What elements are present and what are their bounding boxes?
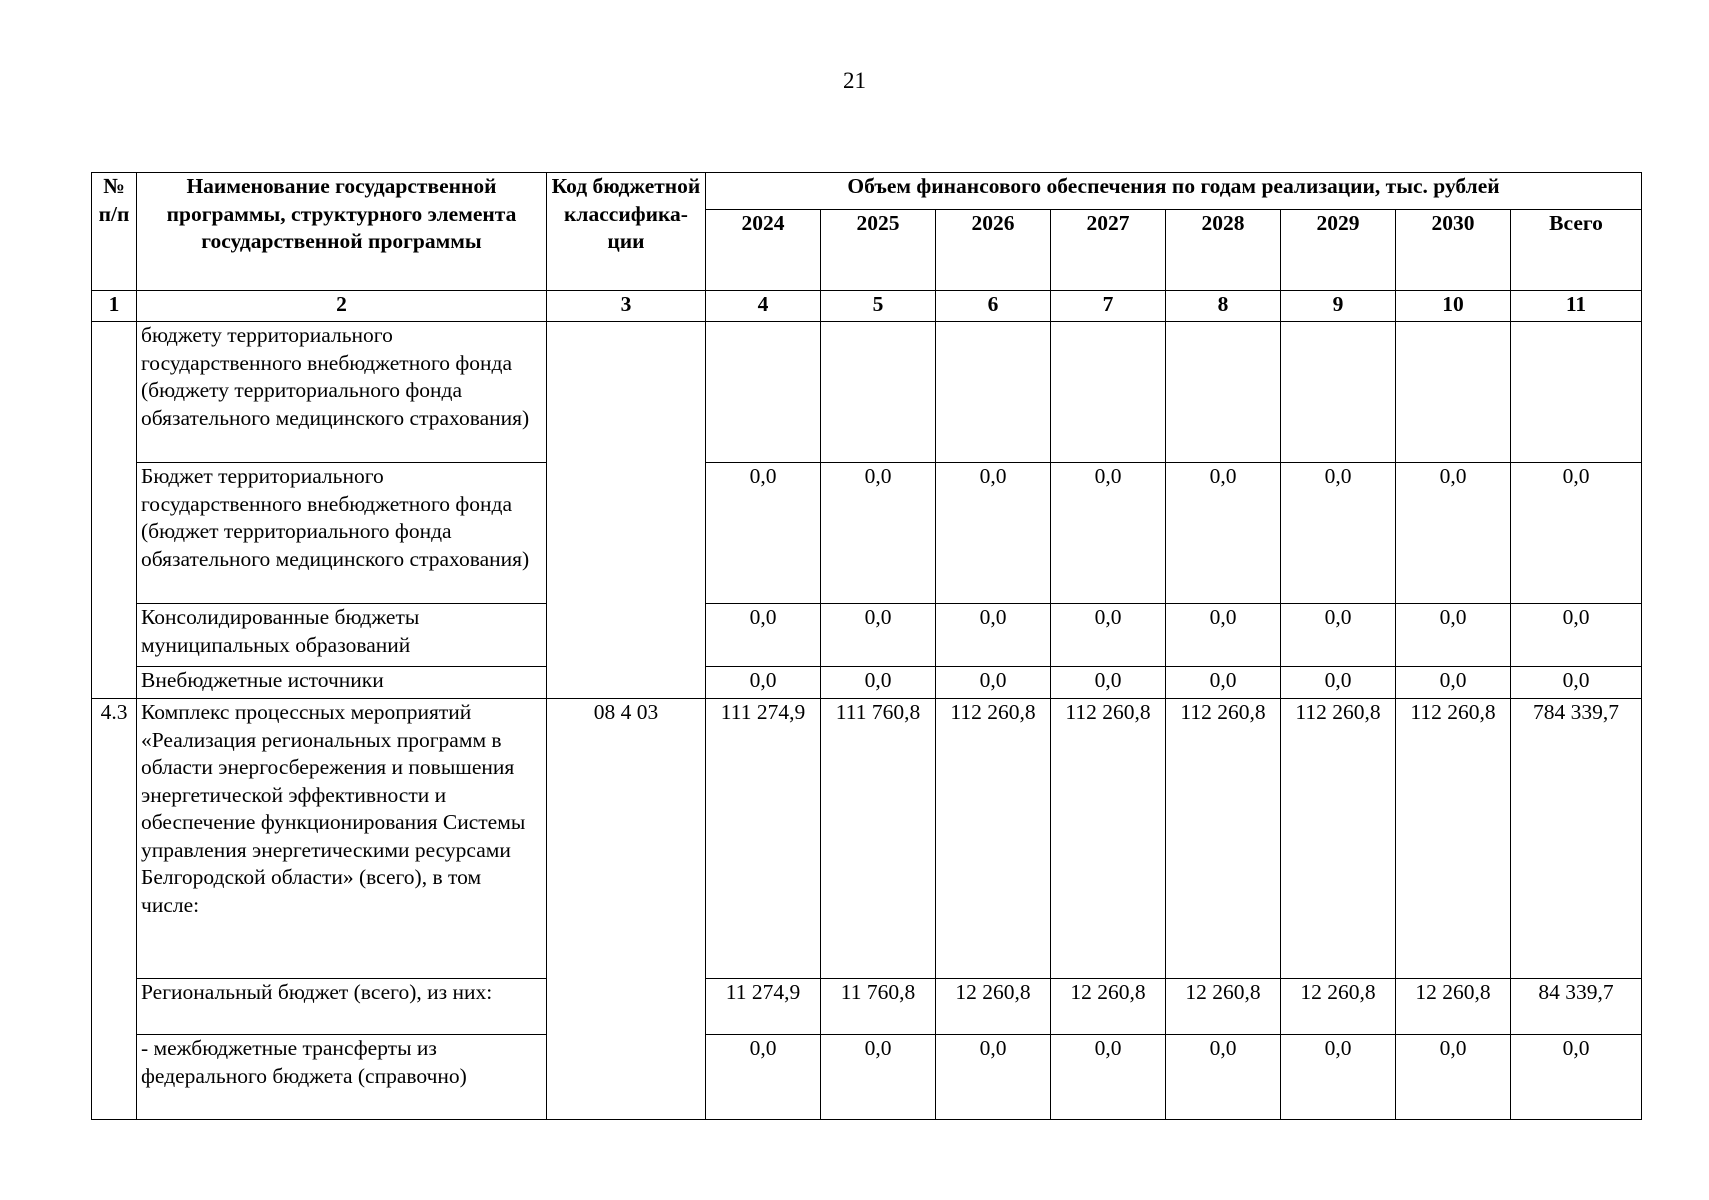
table-row	[92, 667, 1642, 699]
value-cell: 0,0	[1166, 667, 1281, 699]
value-cell: 0,0	[1166, 604, 1281, 667]
table-row	[92, 979, 1642, 1035]
column-number: 5	[821, 291, 936, 322]
value-cell: 0,0	[1511, 667, 1642, 699]
value-cell: 0,0	[1281, 463, 1396, 604]
column-number: 7	[1051, 291, 1166, 322]
value-cell: 0,0	[1396, 463, 1511, 604]
column-number: 11	[1511, 291, 1642, 322]
row-name: Комплекс процессных мероприятий «Реализация региональных программ в области энергосбережения и повышения энергетической эффективности и обеспечение функционирования Системы управления энергетическими ресурсами Белгородской области» (всего), в том числе:	[137, 699, 547, 979]
header-num: № п/п	[92, 173, 137, 291]
value-cell: 0,0	[706, 463, 821, 604]
value-cell	[706, 322, 821, 463]
header-year: 2028	[1166, 210, 1281, 291]
value-cell: 111 274,9	[706, 699, 821, 979]
table-row	[92, 604, 1642, 667]
value-cell: 12 260,8	[1051, 979, 1166, 1035]
page-number: 21	[843, 68, 866, 93]
value-cell: 112 260,8	[1281, 699, 1396, 979]
value-cell	[821, 322, 936, 463]
column-number: 9	[1281, 291, 1396, 322]
row-name: Внебюджетные источники	[137, 667, 547, 699]
value-cell	[1511, 322, 1642, 463]
value-cell: 12 260,8	[1281, 979, 1396, 1035]
value-cell: 0,0	[821, 667, 936, 699]
value-cell: 84 339,7	[1511, 979, 1642, 1035]
value-cell: 111 760,8	[821, 699, 936, 979]
table-row	[92, 322, 1642, 463]
column-number: 3	[547, 291, 706, 322]
value-cell: 0,0	[1051, 463, 1166, 604]
table-row	[92, 1035, 1642, 1120]
value-cell: 0,0	[1396, 667, 1511, 699]
value-cell: 12 260,8	[1396, 979, 1511, 1035]
row-name: Бюджет территориального государственного внебюджетного фонда (бюджет территориального фонда обязательного медицинского страхования)	[137, 463, 547, 604]
value-cell	[1166, 322, 1281, 463]
value-cell: 0,0	[1511, 1035, 1642, 1120]
value-cell	[1396, 322, 1511, 463]
column-number: 6	[936, 291, 1051, 322]
value-cell: 0,0	[1051, 1035, 1166, 1120]
column-number: 10	[1396, 291, 1511, 322]
row-code-cell	[547, 322, 706, 699]
value-cell: 112 260,8	[1051, 699, 1166, 979]
column-number: 8	[1166, 291, 1281, 322]
column-number: 4	[706, 291, 821, 322]
value-cell: 12 260,8	[1166, 979, 1281, 1035]
value-cell: 0,0	[1511, 604, 1642, 667]
value-cell	[936, 322, 1051, 463]
header-name: Наименование государственной программы, структурного элемента государственной программы	[137, 173, 547, 291]
value-cell: 0,0	[706, 667, 821, 699]
header-year: 2026	[936, 210, 1051, 291]
value-cell	[1281, 322, 1396, 463]
value-cell: 0,0	[1051, 667, 1166, 699]
row-name: - межбюджетные трансферты из федерального бюджета (справочно)	[137, 1035, 547, 1120]
value-cell: 0,0	[1396, 1035, 1511, 1120]
row-number: 4.3	[92, 699, 137, 1120]
value-cell: 0,0	[706, 604, 821, 667]
value-cell: 0,0	[821, 463, 936, 604]
value-cell: 0,0	[1281, 1035, 1396, 1120]
budget-table	[91, 172, 1642, 1120]
value-cell: 12 260,8	[936, 979, 1051, 1035]
value-cell: 0,0	[1166, 1035, 1281, 1120]
row-name: Консолидированные бюджеты муниципальных образований	[137, 604, 547, 667]
table-row	[92, 463, 1642, 604]
value-cell: 0,0	[821, 1035, 936, 1120]
value-cell: 112 260,8	[936, 699, 1051, 979]
header-code: Код бюджетной классифика-ции	[547, 173, 706, 291]
row-number-cell	[92, 322, 137, 699]
header-funding-group: Объем финансового обеспечения по годам реализации, тыс. рублей	[706, 173, 1642, 210]
header-year: 2029	[1281, 210, 1396, 291]
value-cell: 0,0	[1396, 604, 1511, 667]
header-year: 2030	[1396, 210, 1511, 291]
value-cell: 0,0	[821, 604, 936, 667]
value-cell: 112 260,8	[1396, 699, 1511, 979]
value-cell: 0,0	[1511, 463, 1642, 604]
value-cell: 0,0	[936, 667, 1051, 699]
row-name: бюджету территориального государственного внебюджетного фонда (бюджету территориального фонда обязательного медицинского страхования)	[137, 322, 547, 463]
value-cell: 11 274,9	[706, 979, 821, 1035]
value-cell: 0,0	[936, 1035, 1051, 1120]
table-row	[92, 699, 1642, 979]
row-code: 08 4 03	[547, 699, 706, 1120]
column-number: 2	[137, 291, 547, 322]
column-number-row	[92, 291, 1642, 322]
value-cell: 0,0	[1051, 604, 1166, 667]
value-cell: 0,0	[1166, 463, 1281, 604]
header-year: 2024	[706, 210, 821, 291]
table-header	[92, 173, 1642, 291]
value-cell: 0,0	[706, 1035, 821, 1120]
header-year: 2027	[1051, 210, 1166, 291]
header-year: 2025	[821, 210, 936, 291]
value-cell: 11 760,8	[821, 979, 936, 1035]
value-cell: 0,0	[936, 604, 1051, 667]
value-cell: 0,0	[936, 463, 1051, 604]
value-cell: 0,0	[1281, 667, 1396, 699]
value-cell: 0,0	[1281, 604, 1396, 667]
value-cell	[1051, 322, 1166, 463]
value-cell: 784 339,7	[1511, 699, 1642, 979]
column-number: 1	[92, 291, 137, 322]
header-total: Всего	[1511, 210, 1642, 291]
row-name: Региональный бюджет (всего), из них:	[137, 979, 547, 1035]
value-cell: 112 260,8	[1166, 699, 1281, 979]
